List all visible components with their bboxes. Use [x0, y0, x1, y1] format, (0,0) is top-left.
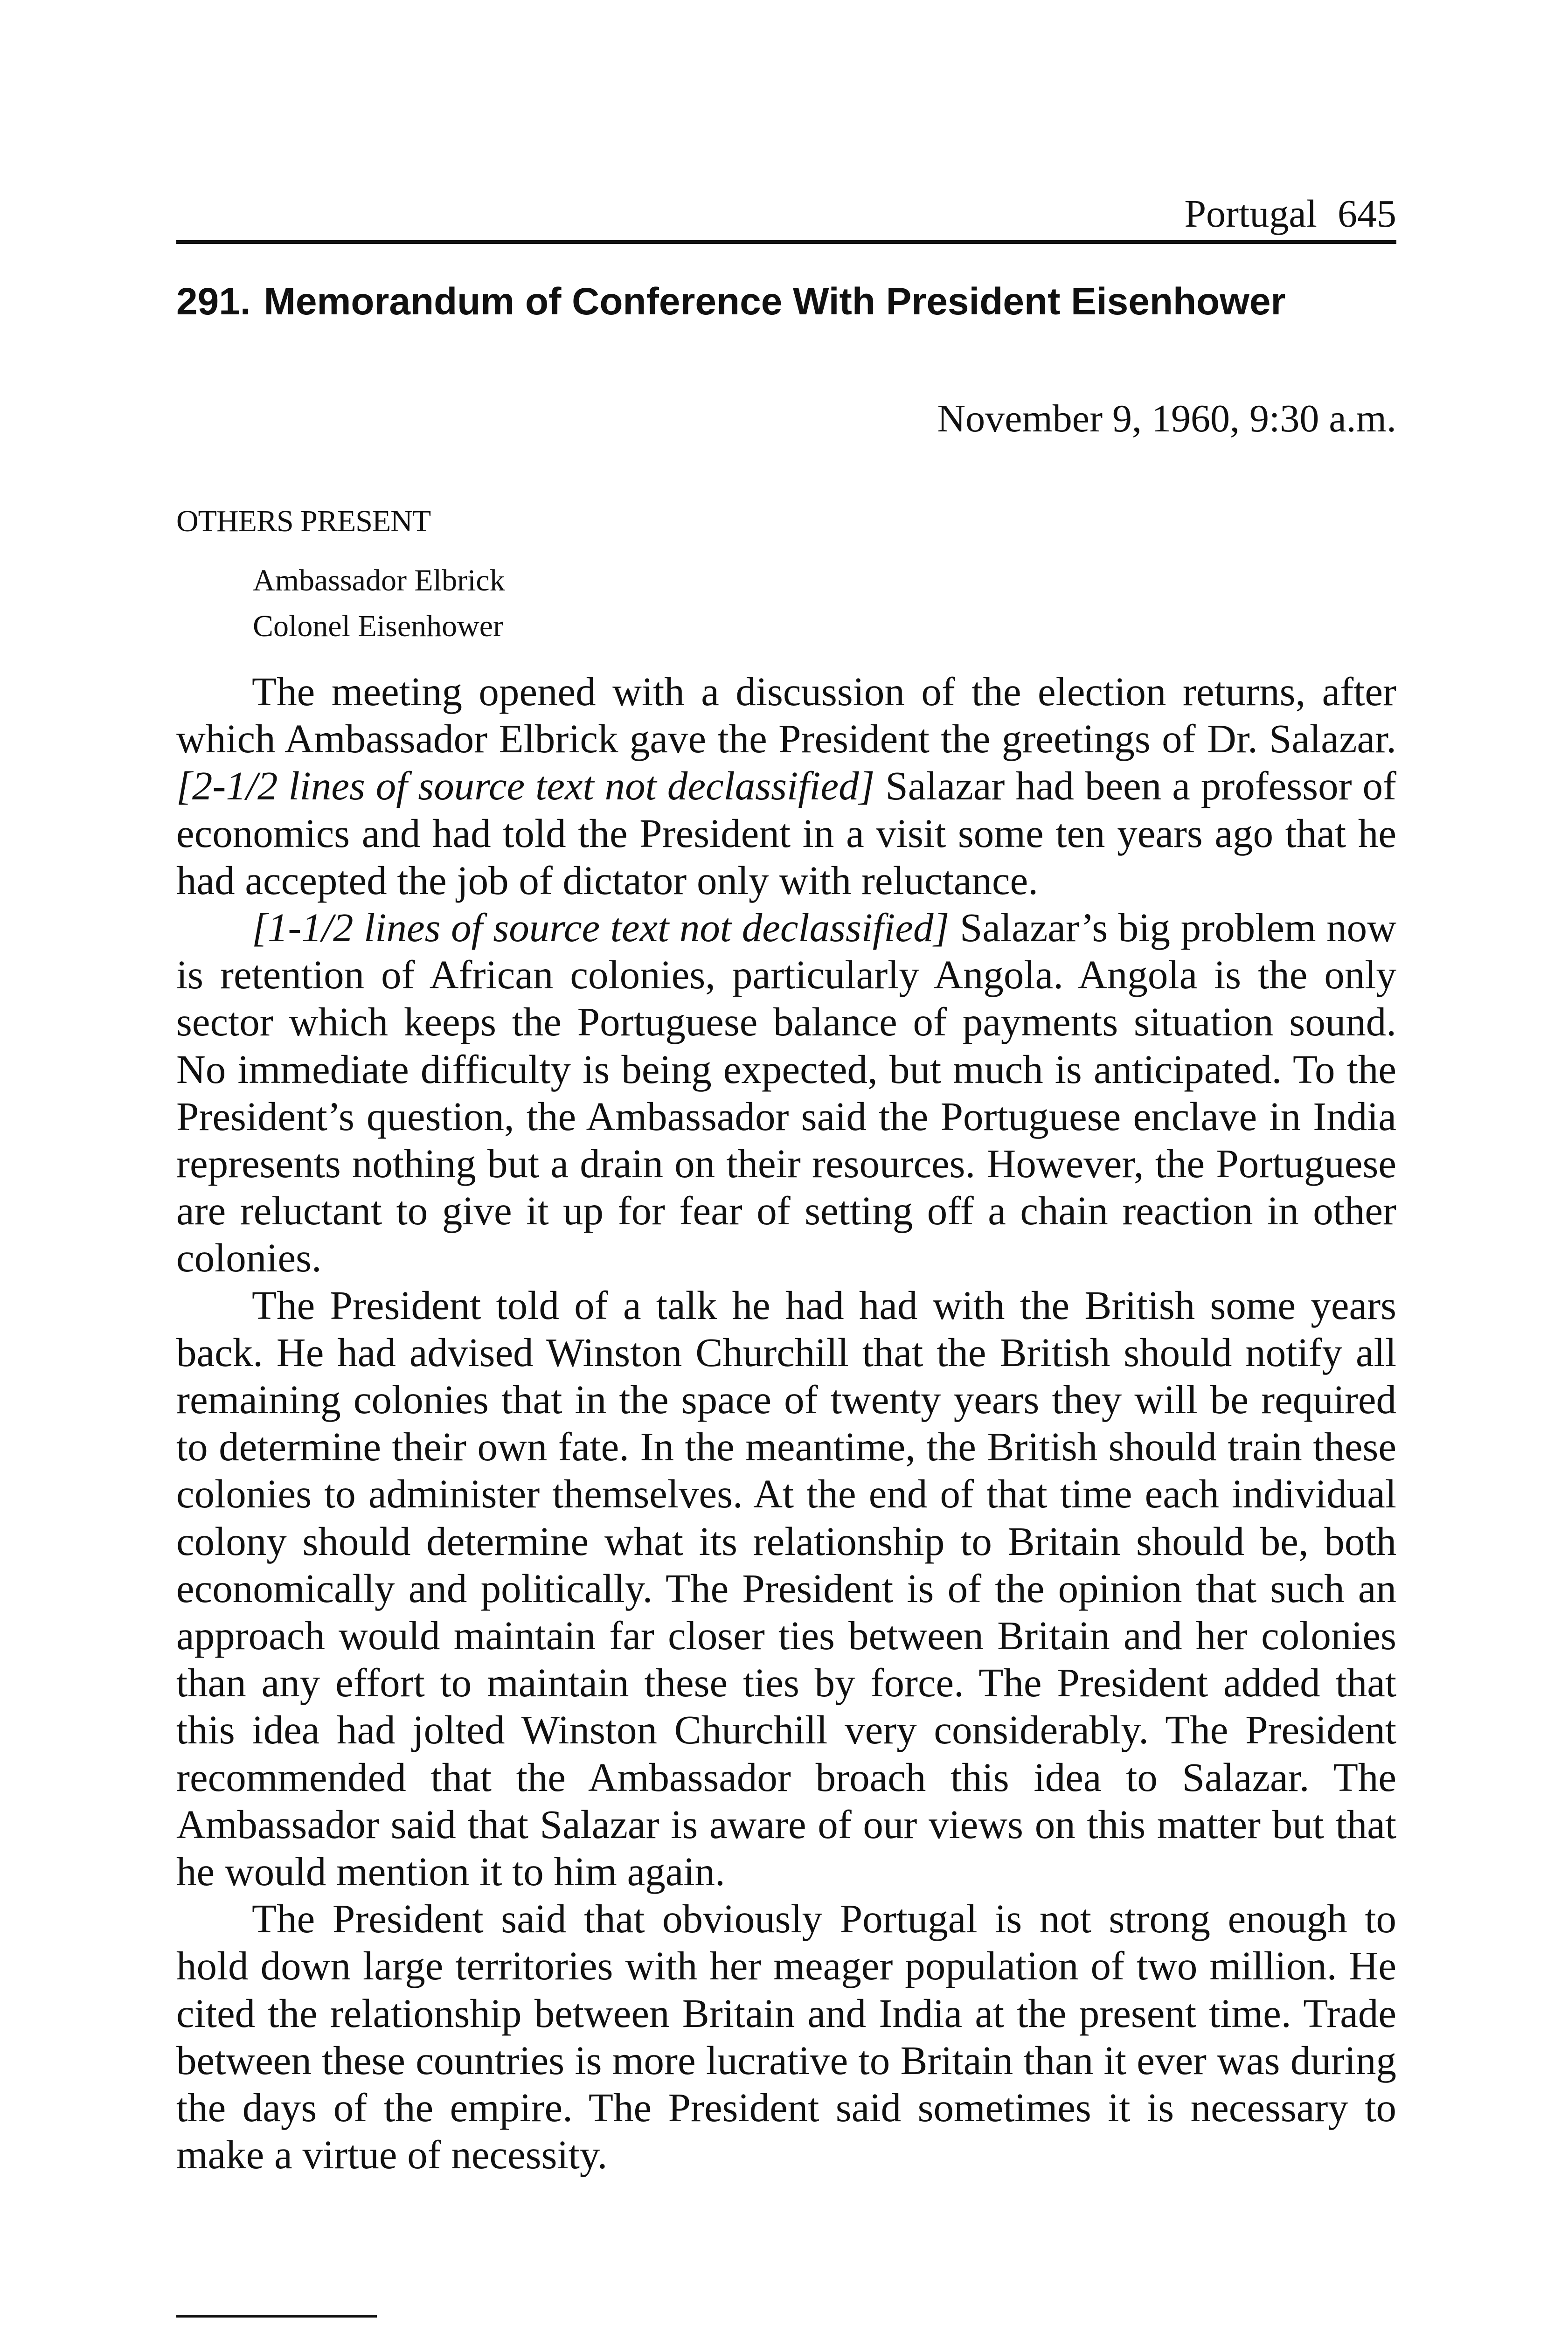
document-title-text: Memorandum of Conference With President Eisenhower — [264, 280, 1286, 323]
redaction-note-1: [2-1/2 lines of source text not declassified] — [176, 763, 875, 809]
body-paragraph-1-text-a: The meeting opened with a discussion of the election returns, after which Ambassador Elbrick gave the President the greetings of Dr. Salazar. — [176, 669, 1396, 762]
body-paragraph-1 — [176, 668, 1396, 904]
document-title — [176, 279, 1396, 325]
body-paragraph-2 — [176, 904, 1396, 1282]
redaction-note-2: [1-1/2 lines of source text not declassified] — [252, 905, 950, 951]
memo-body — [176, 668, 1396, 2179]
footnote-divider — [176, 2315, 377, 2318]
attendee-colonel-eisenhower: Colonel Eisenhower — [253, 609, 504, 643]
body-paragraph-4: The President said that obviously Portugal is not strong enough to hold down large territories with her meager population of two million. He cited the relationship between Britain and India at the present time. Trade between these countries is more lucrative to Britain than it ever was during the days of the empire. The President said sometimes it is necessary to make a virtue of necessity. — [176, 1896, 1396, 2178]
document-number: 291. — [176, 280, 251, 323]
body-paragraph-1-text-b: Salazar had been a professor of economics and had told the President in a visit some ten years ago that he had accepted the job of dictator only with reluctance. — [176, 763, 1396, 903]
document-date: November 9, 1960, 9:30 a.m. — [937, 397, 1396, 440]
page-number: 645 — [1338, 192, 1396, 236]
attendee-list — [253, 558, 505, 649]
others-present-label: OTHERS PRESENT — [176, 504, 431, 538]
body-paragraph-3: The President told of a talk he had had with the British some years back. He had advised Winston Churchill that the British should notify all remaining colonies that in the space of twenty years they will be required to determine their own fate. In the meantime, the British should train these colonies to administer themselves. At the end of that time each individual colony should determine what its relationship to Britain should be, both economically and politically. The President is of the opinion that such an approach would maintain far closer ties between Britain and her colonies than any effort to maintain these ties by force. The President added that this idea had jolted Winston Churchill very considerably. The President recommended that the Ambassador broach this idea to Salazar. The Ambassador said that Salazar is aware of our views on this matter but that he would mention it to him again. — [176, 1282, 1396, 1895]
page-header — [176, 175, 1396, 244]
running-head — [1184, 194, 1396, 234]
body-paragraph-2-text: Salazar’s big problem now is retention of African colonies, particularly Angola. Angola is the only sector which keeps the Portuguese balance of payments situation sound. No immediate difficulty is being expected, but much is anticipated. To the President’s question, the Ambassador said the Portuguese enclave in India represents nothing but a drain on their resources. However, the Portuguese are reluctant to give it up for fear of setting off a chain reaction in other colonies. — [176, 905, 1396, 1281]
attendee-ambassador-elbrick: Ambassador Elbrick — [253, 563, 505, 597]
running-title: Portugal — [1184, 192, 1317, 236]
